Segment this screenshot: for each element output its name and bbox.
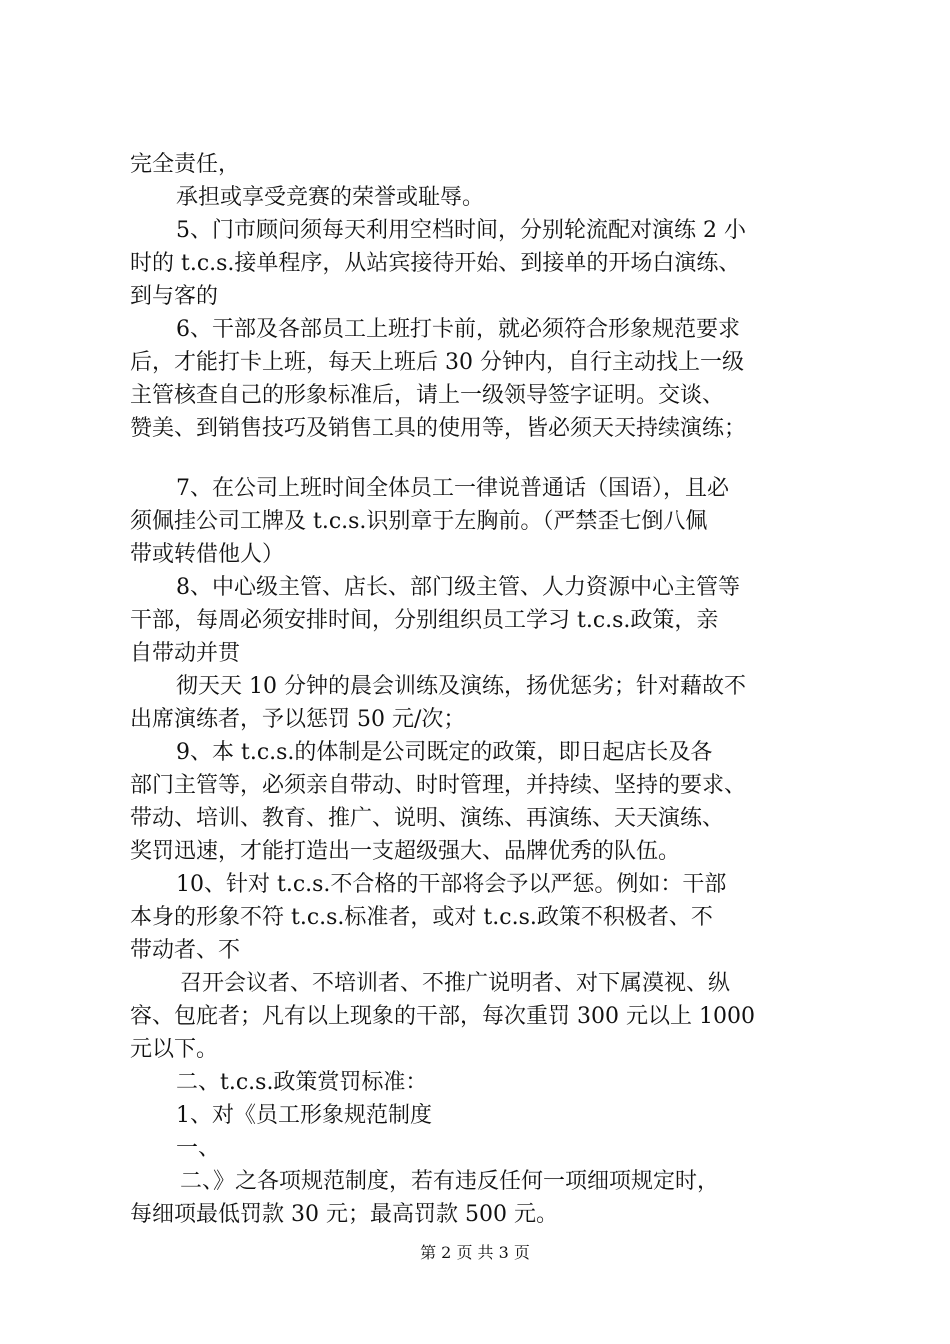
text-line: 召开会议者、不培训者、不推广说明者、对下属漠视、纵 <box>180 971 731 996</box>
text-line: 二、》之各项规范制度，若有违反任何一项细项规定时， <box>180 1169 720 1194</box>
paragraph-9-line: 9、本 t.c.s.的体制是公司既定的政策，即日起店长及各 <box>176 740 713 765</box>
text-line: 奖罚迅速，才能打造出一支超级强大、品牌优秀的队伍。 <box>130 839 681 864</box>
text-line: 1、对《员工形象规范制度 <box>176 1103 432 1128</box>
text-line: 每细项最低罚款 30 元；最高罚款 500 元。 <box>130 1202 558 1227</box>
section-heading: 二、t.c.s.政策赏罚标准： <box>176 1070 428 1095</box>
text-line: 元以下。 <box>130 1037 219 1062</box>
paragraph-10-line: 10、针对 t.c.s.不合格的干部将会予以严惩。例如：干部 <box>176 872 727 897</box>
text-line: 容、包庇者；凡有以上现象的干部，每次重罚 300 元以上 1000 <box>130 1004 755 1029</box>
text-line: 彻天天 10 分钟的晨会训练及演练，扬优惩劣；针对藉故不 <box>176 674 746 699</box>
paragraph-8-line: 8、中心级主管、店长、部门级主管、人力资源中心主管等 <box>176 575 740 600</box>
text-line: 出席演练者，予以惩罚 50 元/次； <box>130 707 466 732</box>
text-line: 一、 <box>176 1136 221 1161</box>
text-line: 须佩挂公司工牌及 t.c.s.识别章于左胸前。（严禁歪七倒八佩 <box>130 509 708 534</box>
text-line: 赞美、到销售技巧及销售工具的使用等，皆必须天天持续演练； <box>130 416 747 441</box>
paragraph-6-line: 6、干部及各部员工上班打卡前，就必须符合形象规范要求 <box>176 317 740 342</box>
text-line: 承担或享受竞赛的荣誉或耻辱。 <box>176 185 485 210</box>
text-line: 完全责任， <box>130 152 241 177</box>
text-line: 后，才能打卡上班，每天上班后 30 分钟内，自行主动找上一级 <box>130 350 744 375</box>
text-line: 到与客的 <box>130 284 219 309</box>
text-line: 带或转借他人） <box>130 542 285 567</box>
paragraph-7-line: 7、在公司上班时间全体员工一律说普通话（国语），且必 <box>176 476 729 501</box>
page-footer: 第 2 页 共 3 页 <box>420 1243 530 1262</box>
text-line: 带动者、不 <box>130 938 241 963</box>
text-line: 主管核查自己的形象标准后，请上一级领导签字证明。交谈、 <box>130 383 725 408</box>
document-body <box>130 148 835 1231</box>
paragraph-5-line: 5、门市顾问须每天利用空档时间，分别轮流配对演练 2 小 <box>176 218 746 243</box>
text-line: 带动、培训、教育、推广、说明、演练、再演练、天天演练、 <box>130 806 725 831</box>
text-line: 时的 t.c.s.接单程序，从站宾接待开始、到接单的开场白演练、 <box>130 251 741 276</box>
text-line: 干部，每周必须安排时间，分别组织员工学习 t.c.s.政策，亲 <box>130 608 719 633</box>
text-line: 部门主管等，必须亲自带动、时时管理，并持续、坚持的要求、 <box>130 773 747 798</box>
text-line: 本身的形象不符 t.c.s.标准者，或对 t.c.s.政策不积极者、不 <box>130 905 713 930</box>
text-line: 自带动并贯 <box>130 641 241 666</box>
